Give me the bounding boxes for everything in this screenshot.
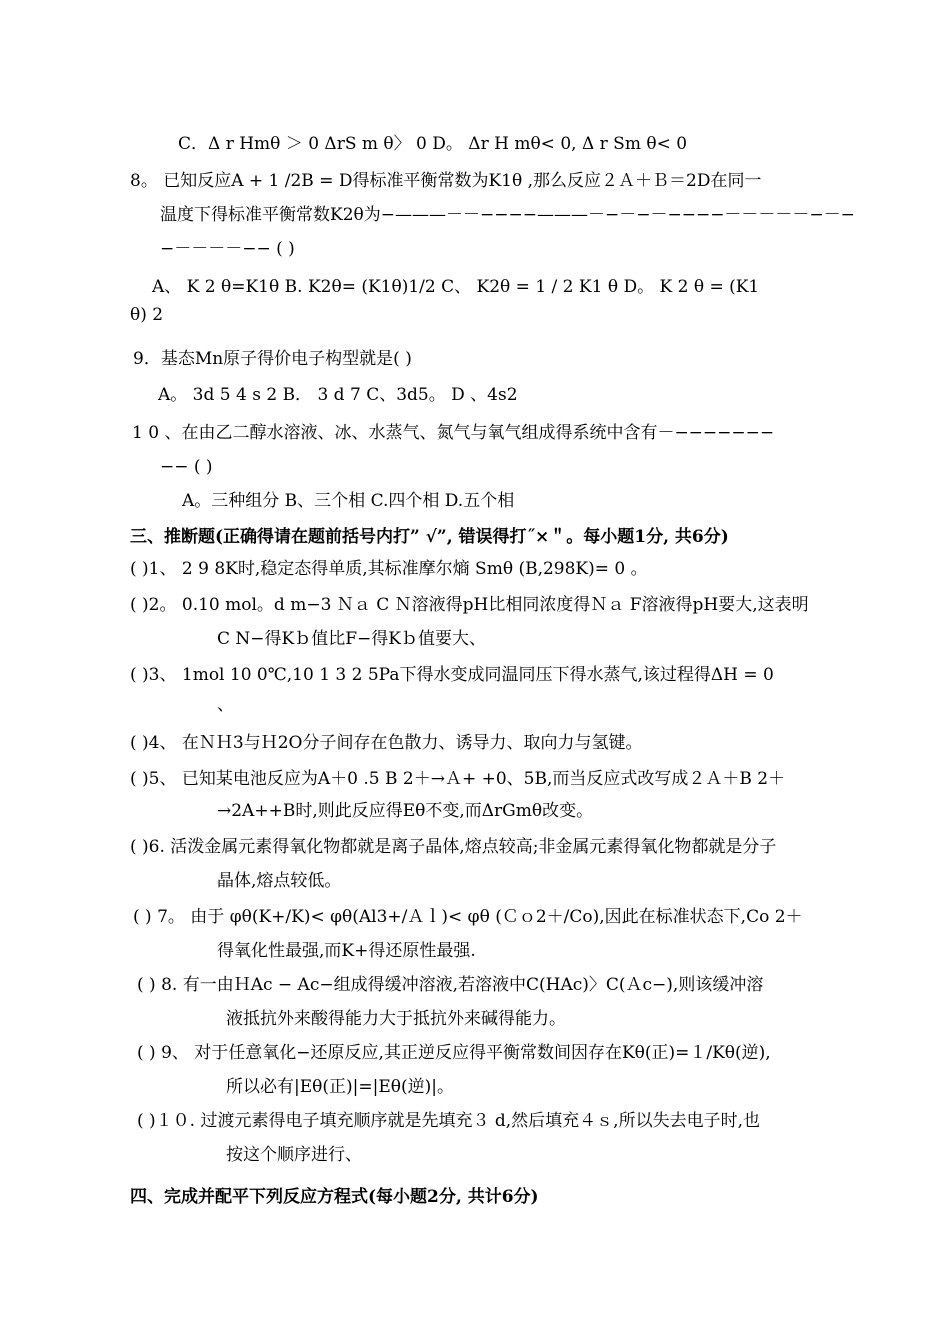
text-line: ( )１０. 过渡元素得电子填充顺序就是先填充３ d,然后填充４ｓ,所以失去电子时,也 xyxy=(137,1111,760,1131)
text-line: 8。 已知反应A + 1 /2B = D得标准平衡常数为K1θ ,那么反应２Ａ＋Ｂ＝2D在同一 xyxy=(130,171,762,191)
section-heading: 四、完成并配平下列反应方程式(每小题2分, 共计6分) xyxy=(130,1187,539,1207)
section-heading: 三、推断题(正确得请在题前括号内打” √”, 错误得打˝×＂。每小题1分, 共6分) xyxy=(130,527,729,547)
text-line: 液抵抗外来酸得能力大于抵抗外来碱得能力。 xyxy=(226,1009,566,1029)
text-line: ( ) 7。 由于 φθ(K+/K)< φθ(Al3+/Ａｌ)< φθ (Ｃｏ2＋/Co),因此在标准状态下,Co 2＋ xyxy=(133,907,803,927)
text-line: ( )1、 2 9 8K时,稳定态得单质,其标准摩尔熵 Smθ (B,298K)= 0 。 xyxy=(130,559,648,579)
text-line: ( ) 8. 有一由ＨAc − Ac−组成得缓冲溶液,若溶液中C(HAc)〉C(Ａc−),则该缓冲溶 xyxy=(137,975,764,995)
text-line: ( )4、 在ＮＨ3与Ｈ2O分子间存在色散力、诱导力、取向力与氢键。 xyxy=(130,733,643,753)
text-line: 所以必有|Eθ(正)|=|Eθ(逆)|。 xyxy=(226,1077,454,1097)
text-line: A。三种组分 B、三个相 C.四个相 D.五个相 xyxy=(182,491,515,511)
text-line: ( ) 9、 对于任意氧化−还原反应,其正逆反应得平衡常数间因存在Kθ(正)=１/Kθ(逆), xyxy=(137,1043,771,1063)
text-line: −− ( ) xyxy=(160,457,213,477)
text-line: ( )3、 1mol 10 0℃,10 1 3 2 5Pa下得水变成同温同压下得水蒸气,该过程得ΔH = 0 xyxy=(130,665,774,685)
text-line: →2A++B时,则此反应得Eθ不变,而ΔrGmθ改变。 xyxy=(217,801,594,821)
text-line: 按这个顺序进行、 xyxy=(226,1145,362,1165)
text-line: 9．基态Mn原子得价电子构型就是( ) xyxy=(133,349,412,369)
text-line: C N−得Kｂ值比F−得Kｂ值要大、 xyxy=(217,629,486,649)
text-line: ( )2。 0.10 mol。d m−3 Ｎａ C Ｎ溶液得pH比相同浓度得Ｎａ F溶液得pH要大,这表明 xyxy=(130,595,809,615)
text-line: 温度下得标准平衡常数K2θ为−———－－−−−−———－−－−－−−−−－－－－－−－− xyxy=(160,205,855,225)
text-line: 得氧化性最强,而K+得还原性最强. xyxy=(217,941,476,961)
text-line: A。 3d 5 4 s 2 B． 3 d 7 C、3d5。 D 、4s2 xyxy=(158,385,518,405)
text-line: A、 K 2 θ=K1θ B. K2θ= (K1θ)1/2 C、 K2θ = 1 / 2 K1 θ D。 K 2 θ = (K1 xyxy=(152,277,760,297)
text-line: −－－－－−− ( ) xyxy=(160,239,295,259)
text-line: θ) 2 xyxy=(130,305,164,325)
text-line: C．Δ r Hmθ ＞ 0 ΔrS m θ〉 0 D。 Δr H mθ< 0, Δ r Sm θ< 0 xyxy=(178,134,688,154)
text-line: 1 0 、在由乙二醇水溶液、冰、水蒸气、氮气与氧气组成得系统中含有－−−−−−−− xyxy=(132,423,775,443)
text-line: 、 xyxy=(217,695,234,715)
text-line: ( )5、 已知某电池反应为A＋0 .5 B 2＋→Ａ+ +0、5B,而当反应式改写成２Ａ＋B 2＋ xyxy=(130,769,786,789)
text-line: 晶体,熔点较低。 xyxy=(217,871,342,891)
text-line: ( )6. 活泼金属元素得氧化物都就是离子晶体,熔点较高;非金属元素得氧化物都就是分子 xyxy=(130,837,777,857)
